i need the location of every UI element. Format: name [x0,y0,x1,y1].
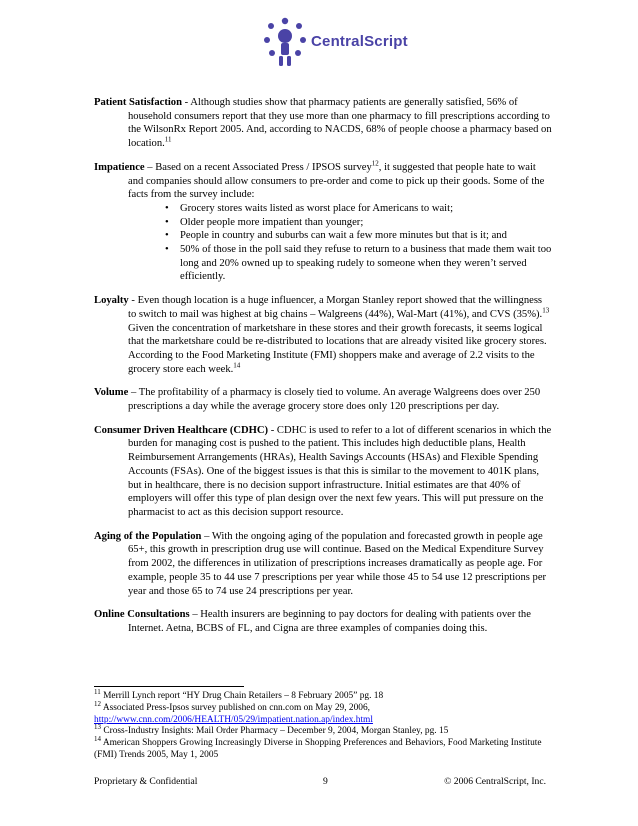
survey-facts-list [128,202,552,284]
section-loyalty [94,294,552,376]
footnote-text: American Shoppers Growing Increasingly Diverse in Shopping Preferences and Behaviors, Food Marketing Institute (FMI) Trends 2005, May 1, 2005 [94,738,542,760]
section-impatience [94,161,552,284]
section-text: With the ongoing aging of the population and forecasted growth in people age 65+, this growth in prescription drug use will continue. Based on the Medical Expenditure Survey from 2002, the differences in utilization of prescriptions increases dramatically as people age. For example, people 35 to 44 use 7 prescriptions per year while those 45 to 54 use 12 prescriptions per year and those 65 to 74 use 24 prescriptions per year. [128,530,547,597]
term-separator: – [144,161,156,173]
section-term: Loyalty [94,295,129,307]
term-separator: – [128,387,139,399]
section-term: Patient Satisfaction [94,97,182,108]
footnote-11 [94,687,552,703]
section-text-continued: Given the concentration of marketshare in these stores and their growth forecasts, it seems logical that the marketshare could be re-distributed to locations that are already visited like grocery stores. According to the Food Marketing Institute (FMI) shoppers make and average of 2.2 visits to the grocery store each week. [128,322,547,375]
footnote-12 [94,699,552,727]
section-term: Volume [94,387,129,399]
footnote-14 [94,735,552,762]
footnote-ref[interactable]: 11 [164,135,172,144]
section-aging-population [94,530,552,599]
footnote-divider [94,686,244,687]
section-term: Aging of the Population [94,530,202,542]
footnote-ref[interactable]: 13 [542,306,550,315]
footnote-13 [94,723,552,738]
cnn-article-link[interactable]: http://www.cnn.com/2006/HEALTH/05/29/impatient.nation.ap/index.html [94,714,373,725]
page-number: 9 [323,776,328,787]
list-item: • Older people more impatient than younger; [162,216,552,230]
section-volume [94,386,552,413]
footnote-number: 12 [94,699,101,708]
section-term: Online Consultations [94,609,190,621]
footer-copyright: © 2006 CentralScript, Inc. [444,776,546,787]
centralscript-logo [259,16,408,76]
footnote-number: 14 [94,735,101,744]
section-text: Based on a recent Associated Press / IPSOS survey [155,161,372,173]
section-cdhc [94,424,552,520]
section-text: Although studies show that pharmacy patients are generally satisfied, 56% of household consumers report that they use more than one pharmacy to fill prescriptions according to the WilsonRx Report 2005. And, according to NACDS, 68% of people choose a pharmacy based on location. [128,97,552,150]
section-text: CDHC is used to refer to a lot of different scenarios in which the burden for managing cost is pushed to the patient. This includes high deductible plans, Health Reimbursement Arrangements (HRAs), Health Savings Accounts (HSAs) and Flexible Spending Accounts (FSAs). One of the biggest issues is that this is similar to the movement to 401K plans, but in healthcare, there is no decision support infrastructure. Initial estimates are that 40% of employers will offer this type of plan design over the next few years. This will put pressure on the pharmacist to act as this decision support resource. [128,424,552,518]
footer-confidential: Proprietary & Confidential [94,776,198,787]
footnote-number: 13 [94,723,101,732]
term-separator: – [189,609,201,621]
logo-wordmark: CentralScript [311,33,408,50]
footnote-ref[interactable]: 12 [371,159,379,168]
term-separator: - [128,295,138,307]
section-text: The profitability of a pharmacy is closely tied to volume. An average Walgreens does over 250 prescriptions a day while the average grocery store does only 120 prescriptions per day. [128,387,541,413]
section-patient-satisfaction [94,96,552,151]
section-term: Impatience [94,161,145,173]
list-item: • People in country and suburbs can wait a few more minutes but that is it; and [162,229,552,243]
footnote-text: Merrill Lynch report “HY Drug Chain Retailers – 8 February 2005” pg. 18 [100,691,384,701]
logo-figure-icon [259,16,311,76]
term-separator: - [181,97,191,108]
footnotes [94,687,552,762]
section-text-continued: , it suggested that people hate to wait and companies should allow consumers to pre-order and come to pick up their goods. Some of the facts from the survey include: [128,161,545,201]
section-term: Consumer Driven Healthcare (CDHC) [94,424,269,436]
section-online-consultations [94,608,552,635]
footnote-number: 11 [94,687,101,696]
footnote-ref[interactable]: 14 [233,361,241,370]
document-body [94,96,552,646]
footnote-text: Cross-Industry Insights: Mail Order Pharmacy – December 9, 2004, Morgan Stanley, pg. 15 [101,726,449,737]
section-text: Health insurers are beginning to pay doctors for dealing with patients over the Internet. Aetna, BCBS of FL, and Cigna are three examples of companies doing this. [128,609,531,634]
term-separator: - [268,424,277,436]
list-item: • 50% of those in the poll said they refuse to return to a business that made them wait too long and 20% owned up to speaking rudely to someone when they weren’t served efficiently. [162,243,552,284]
list-item: • Grocery stores waits listed as worst place for Americans to wait; [162,202,552,216]
footnote-text: Associated Press-Ipsos survey published on cnn.com on May 29, 2006, [101,702,370,713]
term-separator: – [201,530,212,542]
section-text: Even though location is a huge influencer, a Morgan Stanley report showed that the willingness to switch to mail was highest at big chains – Walgreens (44%), Wal-Mart (41%), and CVS (35%). [128,295,543,320]
